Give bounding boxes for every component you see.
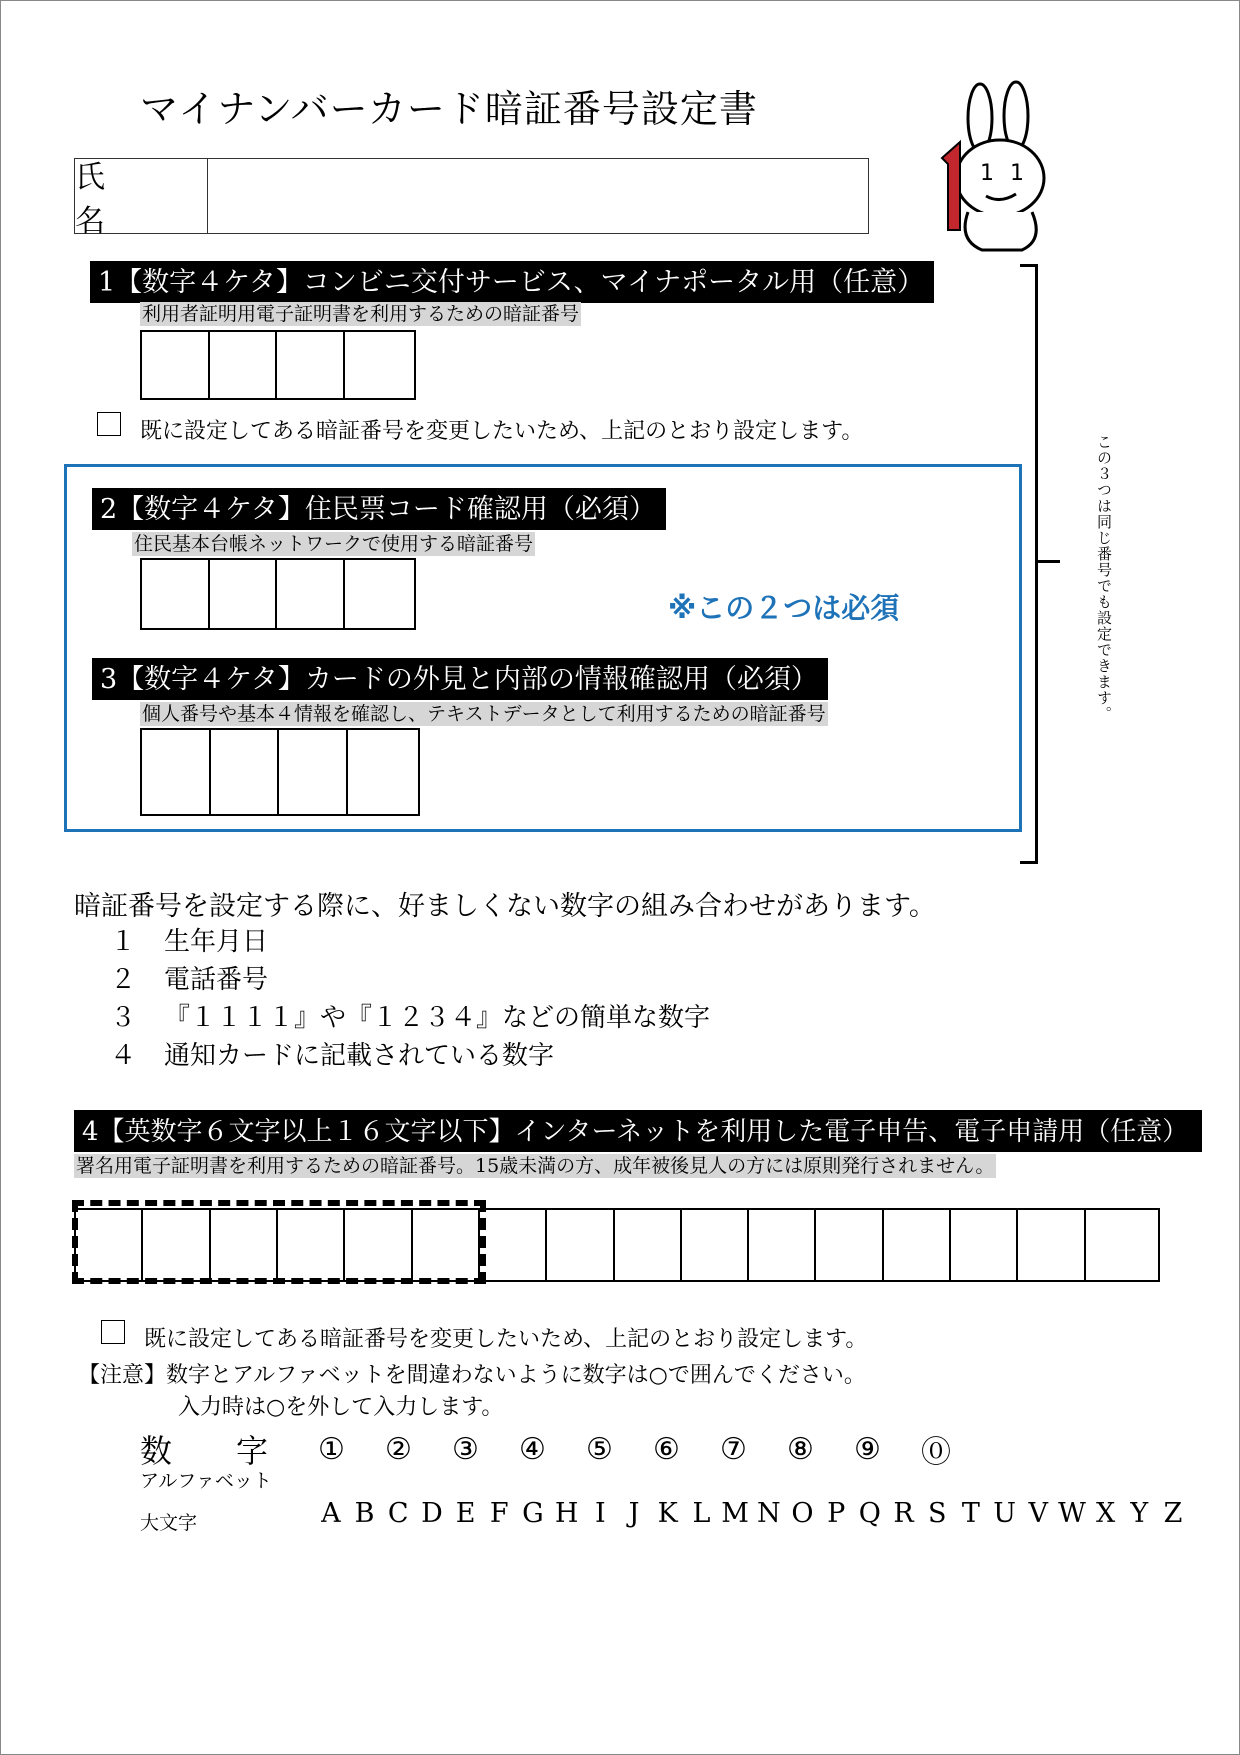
warning-list — [110, 920, 710, 1072]
uppercase-letter: E — [455, 1498, 476, 1529]
uppercase-letter: W — [1058, 1498, 1086, 1529]
circled-digit: ⑧ — [787, 1431, 814, 1467]
char-cell[interactable] — [951, 1210, 1018, 1280]
uppercase-letter: A — [321, 1498, 341, 1529]
char-cell[interactable] — [480, 1210, 547, 1280]
list-item — [110, 920, 710, 958]
list-item-text: 電話番号 — [164, 964, 269, 995]
uppercase-letter: V — [1028, 1498, 1049, 1529]
circled-digit: ③ — [452, 1431, 479, 1467]
uppercase-letter: G — [522, 1498, 544, 1529]
char-cell[interactable] — [1018, 1210, 1085, 1280]
list-item-text: 『１１１１』や『１２３４』などの簡単な数字 — [164, 1002, 711, 1033]
pin-digit-cell[interactable] — [345, 332, 413, 398]
char-cell[interactable] — [682, 1210, 749, 1280]
uppercase-letter: X — [1096, 1498, 1116, 1529]
char-cell[interactable] — [547, 1210, 614, 1280]
uppercase-letter: C — [387, 1498, 409, 1529]
section4-header: 4【英数字６文字以上１６文字以下】インターネットを利用した電子申告、電子申請用（任意） — [74, 1110, 1202, 1152]
char-cell[interactable] — [816, 1210, 883, 1280]
list-item-number: ４ — [110, 1040, 137, 1071]
list-item-number: ３ — [110, 1002, 137, 1033]
uppercase-letter: I — [595, 1498, 606, 1529]
pin-digit-cell[interactable] — [142, 332, 210, 398]
section2-pin-boxes[interactable] — [140, 558, 416, 630]
caution-line-1: 【注意】数字とアルファベットを間違わないように数字は○で囲んでください。 — [78, 1363, 866, 1388]
uppercase-letters-row — [314, 1498, 1190, 1529]
rabbit-mascot-icon — [932, 80, 1060, 256]
char-cell[interactable] — [615, 1210, 682, 1280]
uppercase-letter: Y — [1130, 1498, 1149, 1529]
grouping-bracket — [1020, 264, 1038, 864]
side-note: この３つは同じ番号でも設定できます。 — [1095, 434, 1113, 722]
circled-digit: ⑤ — [586, 1431, 613, 1467]
uppercase-letter: R — [893, 1498, 914, 1529]
warning-heading: 暗証番号を設定する際に、好ましくない数字の組み合わせがあります。 — [74, 891, 936, 922]
circled-digit: ⑥ — [653, 1431, 680, 1467]
digits-label: 数 字 — [140, 1432, 285, 1470]
section4-change-checkbox[interactable] — [101, 1320, 125, 1344]
list-item-number: １ — [110, 926, 137, 957]
uppercase-letter: U — [993, 1498, 1016, 1529]
section3-subtitle: 個人番号や基本４情報を確認し、テキストデータとして利用するための暗証番号 — [142, 703, 826, 725]
uppercase-letter: P — [827, 1498, 846, 1529]
pin-digit-cell[interactable] — [277, 332, 345, 398]
circled-digit: ⓪ — [921, 1435, 951, 1470]
section3-header: 3【数字４ケタ】カードの外見と内部の情報確認用（必須） — [92, 658, 828, 700]
pin-digit-cell[interactable] — [345, 560, 413, 628]
section4-change-text: 既に設定してある暗証番号を変更したいため、上記のとおり設定します。 — [144, 1327, 868, 1352]
uppercase-label: 大文字 — [140, 1512, 198, 1534]
circled-digit: ④ — [519, 1431, 546, 1467]
name-field — [74, 158, 869, 239]
list-item-number: ２ — [110, 964, 137, 995]
char-cell[interactable] — [749, 1210, 816, 1280]
pin-digit-cell[interactable] — [211, 730, 280, 814]
svg-text:1: 1 — [980, 161, 994, 186]
list-item-text: 生年月日 — [164, 926, 269, 957]
uppercase-letter: J — [628, 1498, 640, 1529]
uppercase-letter: O — [791, 1498, 814, 1529]
pin-digit-cell[interactable] — [279, 730, 348, 814]
name-input[interactable] — [209, 159, 866, 233]
pin-digit-cell[interactable] — [277, 560, 345, 628]
section1-header: 1【数字４ケタ】コンビニ交付サービス、マイナポータル用（任意） — [90, 261, 934, 303]
section4-subtitle: 署名用電子証明書を利用するための暗証番号。15歳未満の方、成年被後見人の方には原則発行されません。 — [76, 1155, 995, 1177]
name-label: 氏 名 — [75, 159, 208, 233]
uppercase-letter: F — [489, 1498, 509, 1529]
pin-digit-cell[interactable] — [142, 560, 210, 628]
circled-digit: ① — [318, 1431, 345, 1467]
svg-text:1: 1 — [1010, 161, 1024, 186]
section3-pin-boxes[interactable] — [140, 728, 420, 816]
uppercase-letter: T — [961, 1498, 980, 1529]
uppercase-letter: L — [692, 1498, 711, 1529]
caution-line-2: 入力時は○を外して入力します。 — [178, 1395, 504, 1420]
section1-change-checkbox[interactable] — [97, 412, 121, 436]
char-cell[interactable] — [884, 1210, 951, 1280]
circled-digit: ② — [385, 1431, 412, 1467]
pin-digit-cell[interactable] — [210, 332, 278, 398]
pin-digit-cell[interactable] — [348, 730, 417, 814]
list-item — [110, 996, 710, 1034]
uppercase-letter: D — [421, 1498, 443, 1529]
page-title: マイナンバーカード暗証番号設定書 — [140, 87, 758, 131]
uppercase-letter: K — [657, 1498, 678, 1529]
section1-change-text: 既に設定してある暗証番号を変更したいため、上記のとおり設定します。 — [140, 419, 864, 444]
uppercase-letter: M — [721, 1498, 749, 1529]
section2-subtitle: 住民基本台帳ネットワークで使用する暗証番号 — [134, 533, 534, 555]
uppercase-letter: H — [554, 1498, 579, 1529]
section1-subtitle: 利用者証明用電子証明書を利用するための暗証番号 — [142, 303, 580, 325]
list-item — [110, 958, 710, 996]
pin-digit-cell[interactable] — [142, 730, 211, 814]
char-cell[interactable] — [1086, 1210, 1153, 1280]
list-item-text: 通知カードに記載されている数字 — [164, 1040, 555, 1071]
section2-header: 2【数字４ケタ】住民票コード確認用（必須） — [92, 488, 666, 530]
uppercase-letter: Z — [1163, 1498, 1183, 1529]
alphabet-label: アルファベット — [140, 1470, 272, 1492]
uppercase-letter: S — [927, 1498, 947, 1529]
grouping-bracket-tick — [1038, 560, 1060, 563]
uppercase-letter: B — [354, 1498, 375, 1529]
uppercase-letter: N — [756, 1498, 781, 1529]
list-item — [110, 1034, 710, 1072]
circled-digit: ⑨ — [854, 1431, 881, 1467]
circled-digit: ⑦ — [720, 1431, 747, 1467]
section1-pin-boxes[interactable] — [140, 330, 416, 400]
required-note: ※この２つは必須 — [668, 591, 900, 625]
pin-digit-cell[interactable] — [210, 560, 278, 628]
min-length-dashed-frame — [72, 1200, 486, 1284]
uppercase-letter: Q — [858, 1498, 881, 1529]
